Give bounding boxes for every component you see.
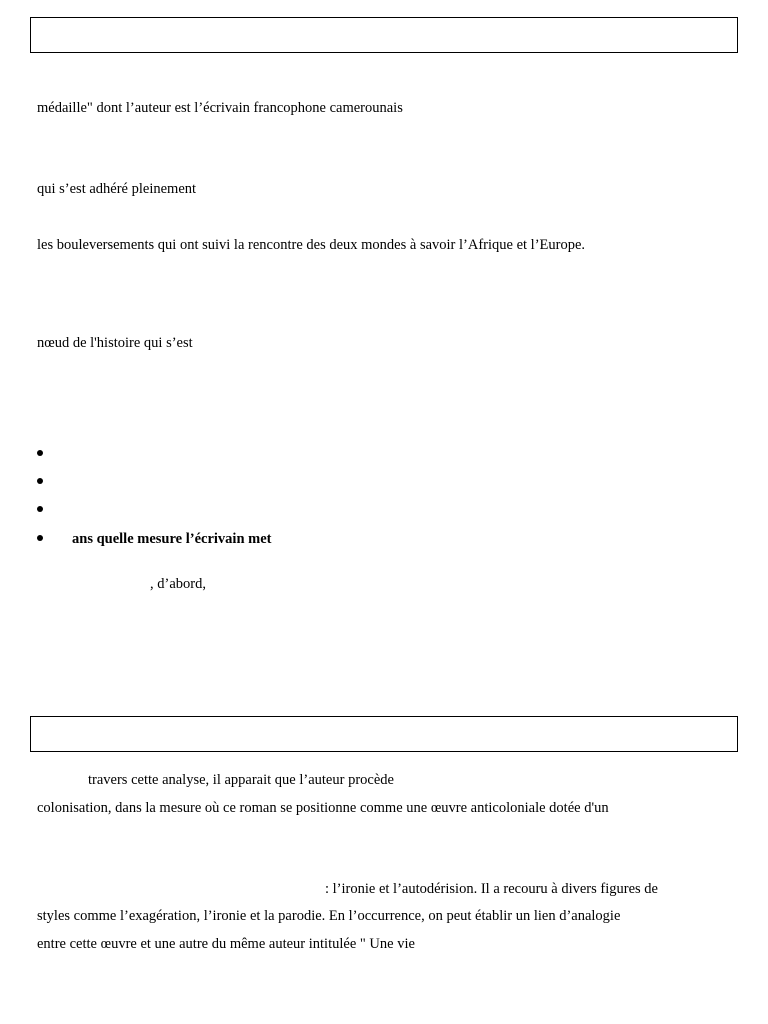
after-bullets-line: , d’abord,	[150, 576, 206, 592]
bullet-item-4: ans quelle mesure l’écrivain met	[72, 531, 272, 547]
section-heading-box-introduction	[30, 17, 738, 53]
conclusion-line-4: styles comme l’exagération, l’ironie et la parodie. En l’occurrence, on peut établir un lien d’analogie	[37, 908, 621, 924]
intro-line-3: les bouleversements qui ont suivi la rencontre des deux mondes à savoir l’Afrique et l’Europe.	[37, 237, 586, 253]
conclusion-line-2: colonisation, dans la mesure où ce roman se positionne comme une œuvre anticoloniale dotée d'un	[37, 800, 609, 816]
conclusion-line-1: travers cette analyse, il apparait que l’auteur procède	[88, 772, 394, 788]
bullet-dot	[37, 478, 43, 484]
conclusion-line-5: entre cette œuvre et une autre du même auteur intitulée " Une vie	[37, 936, 415, 952]
conclusion-line-3: : l’ironie et l’autodérision. Il a recouru à divers figures de	[325, 881, 658, 897]
intro-line-1: médaille" dont l’auteur est l’écrivain francophone camerounais	[37, 100, 403, 116]
section-heading-box-conclusion	[30, 716, 738, 752]
bullet-dot	[37, 506, 43, 512]
bullet-dot	[37, 535, 43, 541]
intro-line-4: nœud de l'histoire qui s’est	[37, 335, 193, 351]
intro-line-2: qui s’est adhéré pleinement	[37, 181, 197, 197]
bullet-dot	[37, 450, 43, 456]
